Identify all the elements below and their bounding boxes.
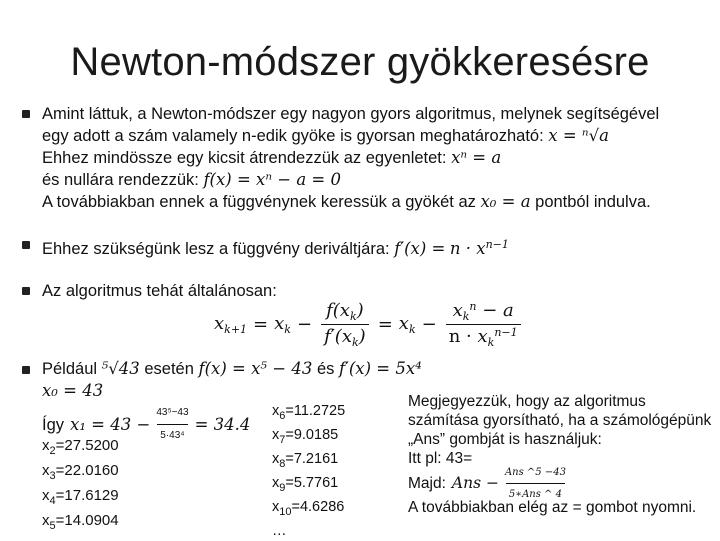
iteration-value: 7.2161 — [293, 451, 339, 467]
iteration-value: 4.6286 — [299, 499, 345, 515]
example-igy: Így — [42, 415, 65, 434]
iteration-index: 9 — [279, 482, 286, 494]
iteration-index: 4 — [49, 495, 56, 507]
example-x1-result: = 34.4 — [194, 414, 251, 434]
intro-line-5-text-b: pontból indulva. — [535, 193, 651, 211]
note-line: Itt pl: 43= — [408, 450, 473, 467]
example-derivative: f′(x) = 5x⁴ — [338, 359, 422, 378]
slide-title: Newton-módszer gyökkeresésre — [70, 40, 650, 84]
example-mid-text: esetén — [144, 360, 194, 378]
iterations-left — [42, 436, 119, 536]
intro-line-4 — [42, 170, 341, 190]
ans-frac-num: Ans ^5 −43 — [504, 466, 566, 478]
intro-line-3-text: Ehhez mindössze egy kicsit átrendezzük az egyenletet: — [42, 149, 447, 167]
intro-line-4-text: és nullára rendezzük: — [42, 171, 199, 189]
derivative-rhs: $n \cdot x^{n-1}$ — [449, 238, 509, 258]
newton-iteration-formula: $x_{k+1}$ = $x_k$ − $\frac{f(x_k)}{f'(x_k)}$ = $x_k$ − $\frac{x_k^n - a}{n \cdot x_k^{n-1}}$ — [214, 300, 524, 349]
example-x0-value: x₀ = 43 — [42, 381, 104, 400]
general-line: Az algoritmus tehát általánosan: — [42, 282, 277, 300]
list-item: $x_9=5.7761$ — [272, 475, 339, 494]
iteration-index: 8 — [279, 458, 286, 470]
example-x1-lhs: x₁ = 43 − — [70, 414, 151, 434]
bullet-marker — [22, 110, 30, 118]
note-line: A továbbiakban elég az = gombot nyomni. — [408, 499, 697, 516]
list-item: $x_7=9.0185$ — [272, 427, 339, 446]
note-line: számítása gyorsítható, ha a számológépünk — [408, 412, 712, 429]
example-frac-den: 5·43⁴ — [157, 424, 187, 446]
iteration-index: 7 — [279, 434, 286, 446]
intro-line-1: Amint láttuk, a Newton-módszer egy nagyon gyors algoritmus, melynek segítségével — [42, 105, 660, 123]
iteration-index: 6 — [279, 410, 286, 422]
list-item: $x_4=17.6129$ — [42, 487, 119, 507]
derivative-line — [42, 235, 509, 259]
example-x1-fraction — [153, 403, 191, 446]
intro-line-5 — [42, 192, 651, 212]
calculator-note — [408, 392, 711, 517]
iteration-value: 11.2725 — [293, 403, 346, 419]
list-item: $x_{10}=4.6286$ — [272, 499, 345, 518]
intro-line-2 — [42, 126, 609, 146]
example-frac-num: 43⁵−43 — [156, 407, 189, 418]
iteration-value: 27.5200 — [64, 437, 119, 454]
iteration-value: 22.0160 — [64, 462, 119, 479]
start-point: x₀ = a — [480, 192, 531, 211]
note-majd: Majd: — [408, 474, 446, 492]
note-line: „Ans” gombját is használjuk: — [408, 431, 602, 448]
iteration-index: 5 — [49, 520, 56, 532]
example-line — [42, 359, 422, 379]
list-item: $x_2=27.5200$ — [42, 437, 119, 457]
function-definition: f(x) = xⁿ − a = 0 — [203, 170, 341, 189]
list-item: $x_6=11.2725$ — [272, 403, 346, 422]
example-label: Például — [42, 360, 98, 378]
list-item: $x_3=22.0160$ — [42, 462, 119, 482]
ans-lhs: Ans − — [451, 473, 499, 492]
derivative-lhs: f′(x) = — [394, 239, 446, 258]
example-root: ⁵√43 — [101, 359, 140, 378]
power-equation: xⁿ = a — [451, 148, 502, 167]
iteration-value: 5.7761 — [293, 475, 339, 491]
example-and: és — [316, 360, 335, 378]
ellipsis: … — [272, 523, 287, 539]
nth-root-formula: x = ⁿ√a — [548, 126, 609, 145]
intro-line-5-text-a: A továbbiakban ennek a függvénynek keressük a gyökét az — [42, 193, 476, 211]
bullet-marker — [22, 366, 30, 374]
list-item: $x_5=14.0904$ — [42, 512, 119, 532]
example-x0 — [42, 381, 103, 401]
ans-frac-den: 5∗Ans ^ 4 — [506, 483, 565, 504]
intro-line-3 — [42, 148, 501, 168]
bullet-marker — [22, 287, 30, 295]
bullet-marker — [22, 241, 30, 249]
list-item: $x_8=7.2161$ — [272, 451, 339, 470]
iteration-index: 3 — [49, 470, 56, 482]
iteration-value: 9.0185 — [293, 427, 339, 443]
iteration-value: 14.0904 — [64, 512, 119, 529]
intro-line-2-text: egy adott a szám valamely n-edik gyöke is gyorsan meghatározható: — [42, 127, 544, 145]
derivative-text: Ehhez szükségünk lesz a függvény deriváltjára: — [42, 240, 390, 258]
iterations-middle — [272, 402, 345, 541]
note-ans-line — [408, 468, 711, 498]
iteration-index: 2 — [49, 445, 56, 457]
example-function: f(x) = x⁵ − 43 — [198, 359, 313, 378]
iteration-index: 10 — [279, 506, 292, 518]
note-line: Megjegyezzük, hogy az algoritmus — [408, 393, 646, 410]
derivative-rhs-base: n · x — [449, 239, 486, 258]
iteration-value: 17.6129 — [64, 487, 119, 504]
